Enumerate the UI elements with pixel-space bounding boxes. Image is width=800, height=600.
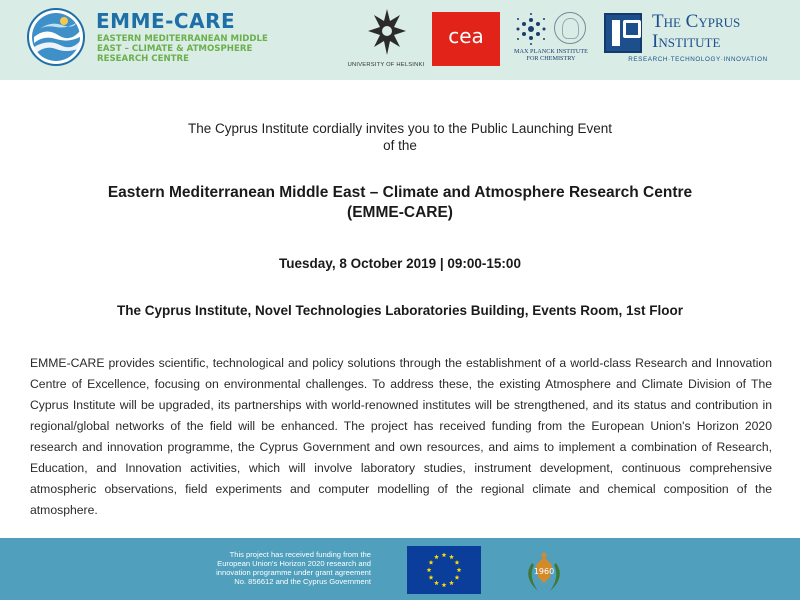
helsinki-name: UNIVERSITY OF HELSINKI [347,62,425,68]
event-title [0,183,800,223]
invitation-text [0,120,800,154]
cea-label: cea [448,24,484,48]
eu-stars-icon [407,546,481,594]
cea-logo [432,12,500,66]
university-of-helsinki-logo [346,7,426,71]
invitation-line: of the [383,138,417,153]
emme-care-emblem-icon [26,7,86,67]
centre-acronym: (EMME-CARE) [347,204,453,221]
funding-statement: This project has received funding from the European Union's Horizon 2020 research and innovation programme under grant agreement No. 856612 and the Cyprus Government [216,550,371,586]
eu-star-icon [442,552,447,557]
invitation-line: The Cyprus Institute cordially invites you to the Public Launching Event [188,121,612,136]
cyprus-coat-of-arms-icon [518,543,570,597]
max-planck-name: MAX PLANCK INSTITUTE FOR CHEMISTRY [514,48,588,62]
eu-star-icon [427,567,432,572]
cyprus-institute-logo [600,12,792,70]
cyi-monogram-icon [604,13,642,53]
emme-care-subtitle: EASTERN MEDITERRANEAN MIDDLE EAST – CLIMATE & ATMOSPHERE RESEARCH CENTRE [97,34,268,64]
emme-care-title: EMME-CARE [96,9,236,33]
helsinki-flame-icon [366,7,408,57]
eu-star-icon [455,560,460,565]
molecule-dots-icon [512,12,550,46]
event-date-time: Tuesday, 8 October 2019 | 09:00-15:00 [279,256,521,271]
eu-star-icon [429,575,434,580]
svg-text:1960: 1960 [533,567,555,576]
cyprus-institute-tagline: RESEARCH·TECHNOLOGY·INNOVATION [628,56,768,63]
cyprus-institute-name: The Cyprus Institute [652,11,741,52]
event-venue: The Cyprus Institute, Novel Technologies Laboratories Building, Events Room, 1st Floor [116,303,684,318]
emme-care-logo [26,7,86,67]
eu-star-icon [457,567,462,572]
eu-star-icon [434,554,439,559]
eu-star-icon [449,554,454,559]
eu-star-icon [442,582,447,587]
eu-star-icon [449,580,454,585]
eu-star-icon [434,580,439,585]
eu-star-icon [455,575,460,580]
minerva-seal-icon [554,12,586,44]
centre-name: Eastern Mediterranean Middle East – Climate and Atmosphere Research Centre [107,184,693,201]
footer-band [0,538,800,600]
project-description: EMME-CARE provides scientific, technological and policy solutions through the establishment of a world-class Research and Innovation Centre of Excellence, focusing on environmental challenges. To address these, the existing Atmosphere and Climate Division of The Cyprus Institute will be upgraded, its partnerships with world-renowned institutes will be strengthened, and its status and contribution in regional/global networks of the field will be enhanced. The project has received funding from the European Union's Horizon 2020 research and innovation programme, the Cyprus Government and own resources, and aims to implement a combination of Research, Education, and Innovation activities, which will involve laboratory studies, instrument development, continuous comprehensive atmospheric observations, field experiments and computer modelling of the regional climate and chemical composition of the atmosphere. [30,356,772,517]
max-planck-logo [508,10,594,72]
eu-star-icon [429,560,434,565]
eu-flag-icon [407,546,481,594]
header-band [0,0,800,80]
